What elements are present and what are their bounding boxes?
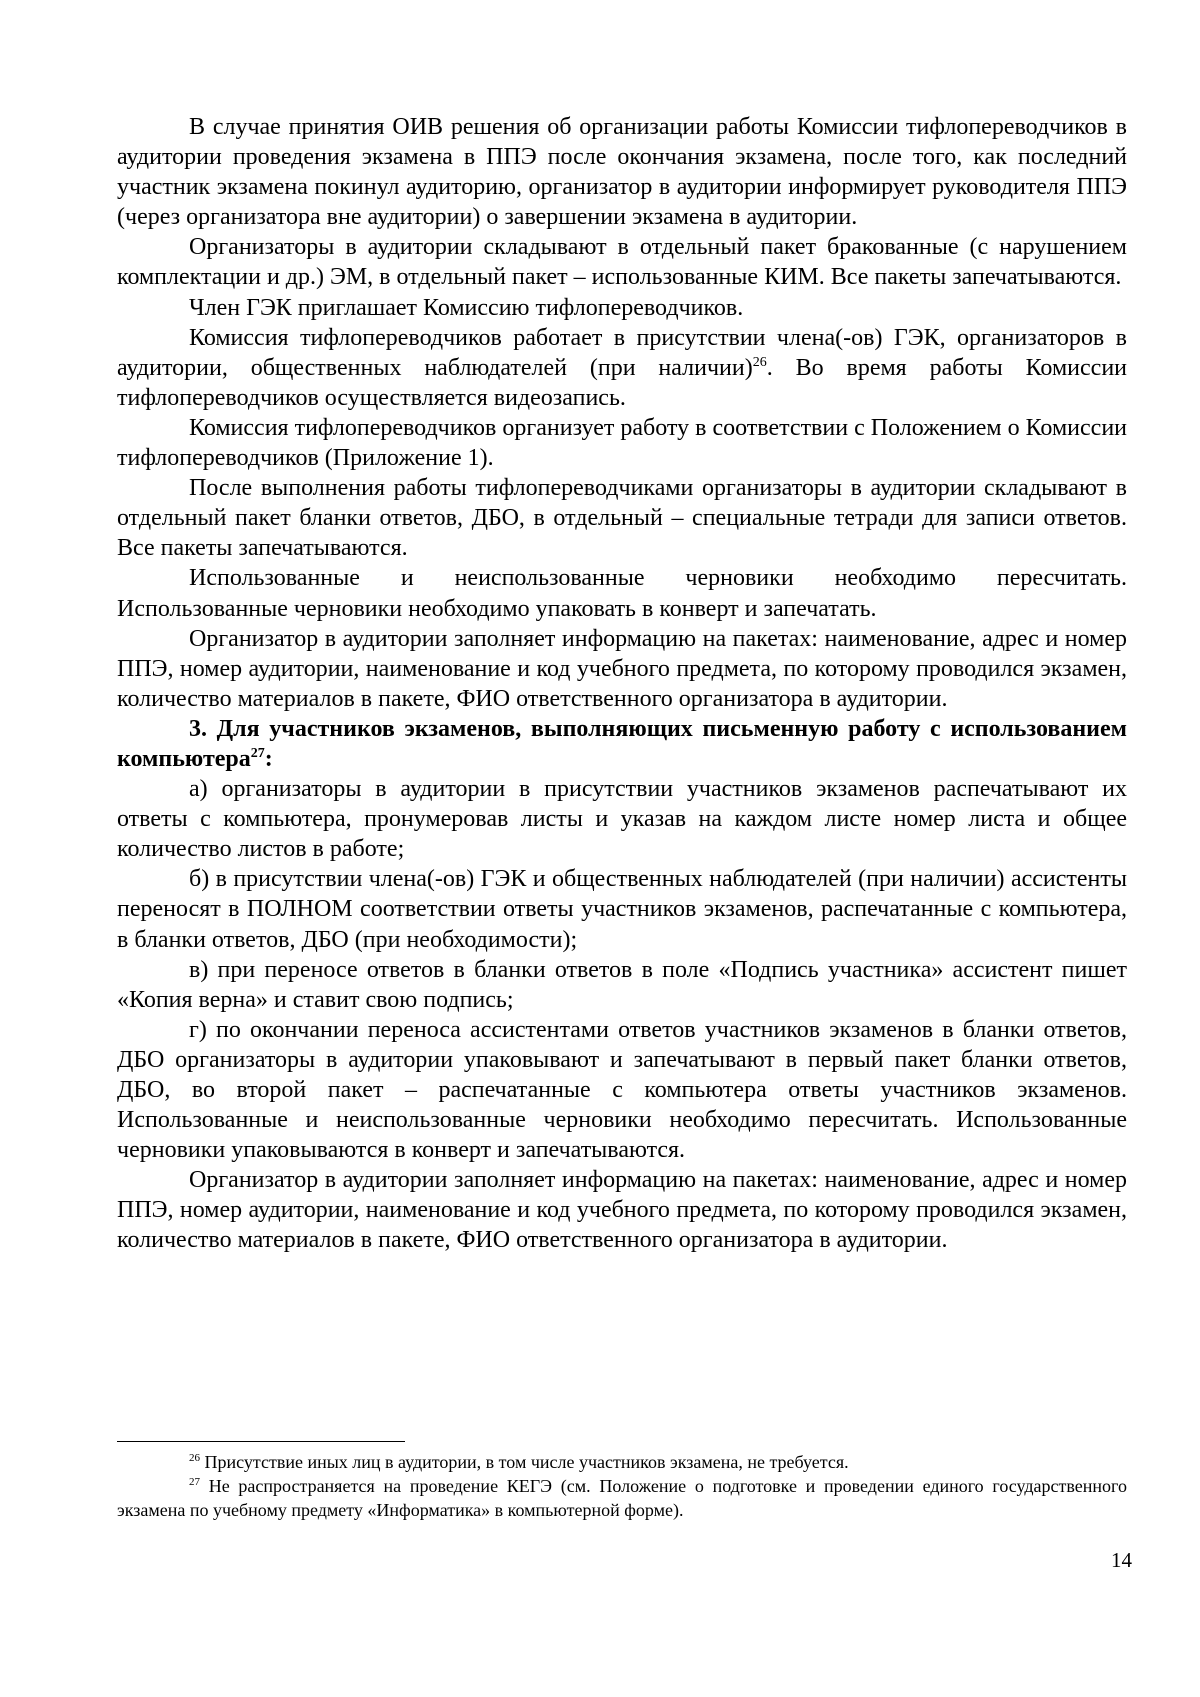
footnote-text: Присутствие иных лиц в аудитории, в том числе участников экзамена, не требуется. <box>200 1452 849 1472</box>
list-item-a: а) организаторы в аудитории в присутствии участников экзаменов распечатывают их ответы с компьютера, пронумеровав листы и указав на каждом листе номер листа и общее количество листов в работе; <box>117 776 1127 863</box>
footnote-27 <box>117 1474 1127 1522</box>
footnote-text: Не распространяется на проведение КЕГЭ (см. Положение о подготовке и проведении единого государственного экзамена по учебному предмету «Информатика» в компьютерной форме). <box>117 1476 1127 1520</box>
list-item-g: г) по окончании переноса ассистентами ответов участников экзаменов в бланки ответов, ДБО организаторы в аудитории упаковывают и запечатывают в первый пакет бланки ответов, ДБО, во второй пакет – распечатанные с компьютера ответы участников экзаменов. Использованные и неиспользованные черновики необходимо пересчитать. Использованные черновики упаковываются в конверт и запечатываются. <box>117 1016 1127 1164</box>
paragraph-gek-invites-commission: Член ГЭК приглашает Комиссию тифлопереводчиков. <box>189 294 744 321</box>
paragraph-package-info-2: Организатор в аудитории заполняет информацию на пакетах: наименование, адрес и номер ППЭ, номер аудитории, наименование и код учебного предмета, по которому проводился экзамен, количество материалов в пакете, ФИО ответственного организатора в аудитории. <box>117 1167 1127 1254</box>
paragraph-tiflo-commission-decision: В случае принятия ОИВ решения об организации работы Комиссии тифлопереводчиков в аудитории проведения экзамена в ППЭ после окончания экзамена, после того, как последний участник экзамена покинул аудиторию, организатор в аудитории информирует руководителя ППЭ (через организатора вне аудитории) о завершении экзамена в аудитории. <box>117 114 1127 231</box>
section-heading-computer-exam <box>117 714 1127 774</box>
footnotes <box>117 1450 1127 1522</box>
body-text <box>117 112 1127 1256</box>
paragraph-text: Комиссия тифлопереводчиков работает в присутствии члена(-ов) ГЭК, организаторов в аудитории, общественных наблюдателей (при наличии) <box>117 324 1127 381</box>
footnote-26 <box>117 1450 1127 1474</box>
paragraph-after-translation: После выполнения работы тифлопереводчиками организаторы в аудитории складывают в отдельный пакет бланки ответов, ДБО, в отдельный – специальные тетради для записи ответов. Все пакеты запечатываются. <box>117 475 1127 562</box>
footnote-separator <box>117 1441 405 1442</box>
footnote-ref-27[interactable]: 27 <box>250 745 265 761</box>
heading-text: : <box>264 745 273 772</box>
paragraph-defective-materials: Организаторы в аудитории складывают в отдельный пакет бракованные (с нарушением комплектации и др.) ЭМ, в отдельный пакет – использованные КИМ. Все пакеты запечатываются. <box>117 234 1127 291</box>
paragraph-commission-presence <box>117 323 1127 413</box>
footnote-ref-26[interactable]: 26 <box>752 354 767 370</box>
footnote-number: 27 <box>189 1476 200 1488</box>
list-item-v: в) при переносе ответов в бланки ответов в поле «Подпись участника» ассистент пишет «Копия верна» и ставит свою подпись; <box>117 956 1127 1013</box>
list-item-b: б) в присутствии члена(-ов) ГЭК и общественных наблюдателей (при наличии) ассистенты переносят в ПОЛНОМ соответствии ответы участников экзаменов, распечатанные с компьютера, в бланки ответов, ДБО (при необходимости); <box>117 866 1127 953</box>
heading-text: 3. Для участников экзаменов, выполняющих письменную работу с использованием компьютера <box>117 715 1127 772</box>
paragraph-drafts-count: Использованные и неиспользованные черновики необходимо пересчитать. Использованные черновики необходимо упаковать в конверт и запечатать. <box>117 565 1127 622</box>
paragraph-commission-regulation: Комиссия тифлопереводчиков организует работу в соответствии с Положением о Комиссии тифлопереводчиков (Приложение 1). <box>117 414 1127 472</box>
paragraph-package-info: Организатор в аудитории заполняет информацию на пакетах: наименование, адрес и номер ППЭ, номер аудитории, наименование и код учебного предмета, по которому проводился экзамен, количество материалов в пакете, ФИО ответственного организатора в аудитории. <box>117 625 1127 712</box>
footnote-number: 26 <box>189 1452 200 1464</box>
page-number: 14 <box>1111 1548 1132 1572</box>
paragraph-text: . Во время работы Комиссии тифлопереводчиков осуществляется видеозапись. <box>117 354 1127 411</box>
